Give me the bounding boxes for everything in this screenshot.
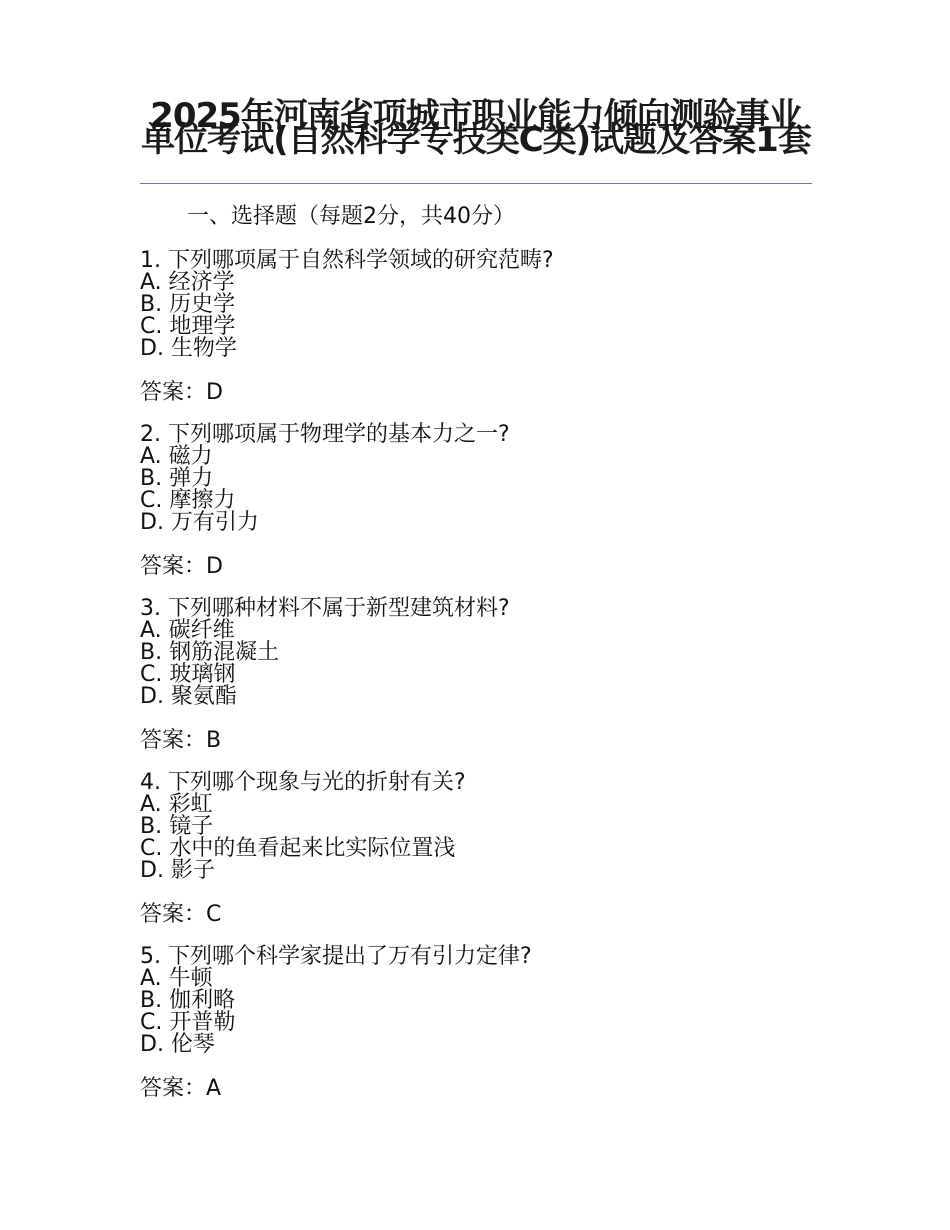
option-d: D. 生物学 [140, 336, 237, 361]
question-stem: 5. 下列哪个科学家提出了万有引力定律? [140, 944, 532, 969]
answer: 答案：A [140, 1076, 222, 1101]
answer: 答案：B [140, 728, 222, 753]
option-b: B. 弹力 [140, 466, 214, 491]
option-b: B. 钢筋混凝土 [140, 640, 280, 665]
question-stem: 1. 下列哪项属于自然科学领域的研究范畴? [140, 248, 554, 273]
document-page [140, 0, 812, 1230]
answer: 答案：D [140, 554, 223, 579]
option-d: D. 万有引力 [140, 510, 259, 535]
answer: 答案：C [140, 902, 222, 927]
answer: 答案：D [140, 380, 223, 405]
option-a: A. 磁力 [140, 444, 213, 469]
question-1 [140, 250, 812, 404]
option-c: C. 地理学 [140, 314, 236, 339]
section-heading: 一、选择题（每题2分，共40分） [187, 204, 515, 229]
question-stem: 3. 下列哪种材料不属于新型建筑材料? [140, 596, 510, 621]
question-stem: 2. 下列哪项属于物理学的基本力之一? [140, 422, 510, 447]
option-c: C. 开普勒 [140, 1010, 236, 1035]
option-a: A. 经济学 [140, 270, 235, 295]
option-c: C. 水中的鱼看起来比实际位置浅 [140, 836, 456, 861]
question-3 [140, 598, 812, 752]
option-b: B. 镜子 [140, 814, 214, 839]
option-d: D. 聚氨酯 [140, 684, 237, 709]
option-c: C. 玻璃钢 [140, 662, 236, 687]
document-title: 2025年河南省项城市职业能力倾向测验事业单位考试(自然科学专技类C类)试题及答案1套 [141, 96, 811, 160]
question-stem: 4. 下列哪个现象与光的折射有关? [140, 770, 466, 795]
option-b: B. 历史学 [140, 292, 236, 317]
question-5 [140, 946, 812, 1100]
title-underline [140, 183, 812, 184]
option-a: A. 牛顿 [140, 966, 213, 991]
question-4 [140, 772, 812, 926]
option-a: A. 碳纤维 [140, 618, 235, 643]
option-d: D. 影子 [140, 858, 215, 883]
option-a: A. 彩虹 [140, 792, 213, 817]
question-2 [140, 424, 812, 578]
option-c: C. 摩擦力 [140, 488, 236, 513]
option-b: B. 伽利略 [140, 988, 236, 1013]
option-d: D. 伦琴 [140, 1032, 215, 1057]
